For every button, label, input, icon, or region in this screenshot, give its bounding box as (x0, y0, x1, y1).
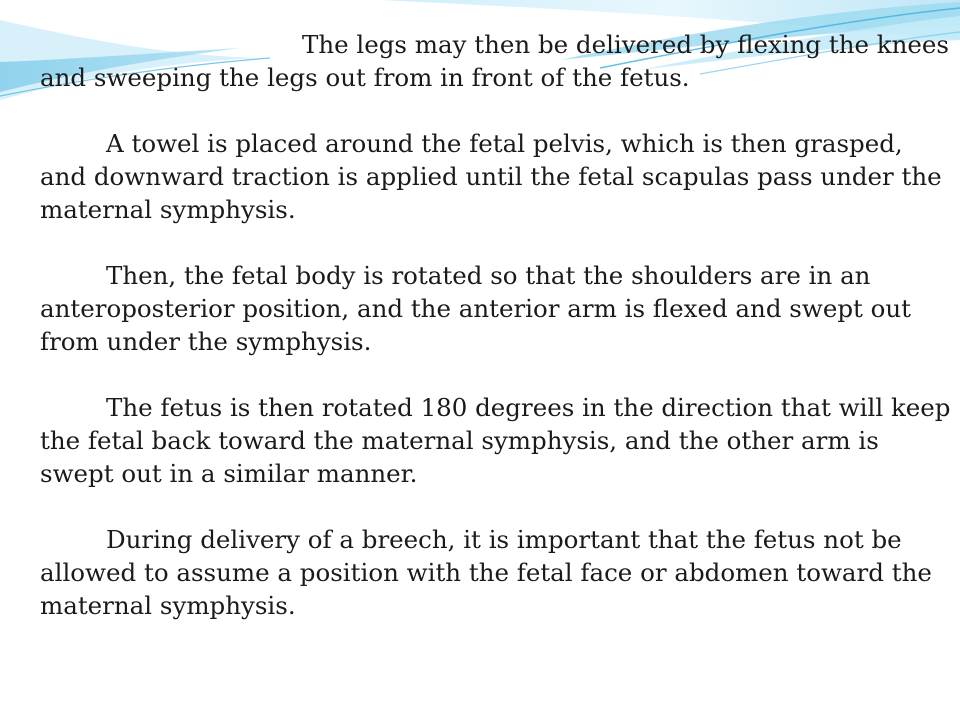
paragraph-legs-delivery: The legs may then be delivered by flexing the knees and sweeping the legs out from in front of the fetus. (40, 30, 949, 92)
paragraph-towel-traction: A towel is placed around the fetal pelvis, which is then grasped, and downward traction is applied until the fetal scapulas pass under the maternal symphysis. (40, 129, 942, 224)
slide-body (40, 28, 952, 655)
paragraph-breech-caution: During delivery of a breech, it is important that the fetus not be allowed to assume a position with the fetal face or abdomen toward the maternal symphysis. (40, 525, 932, 620)
paragraph-body-rotation: Then, the fetal body is rotated so that the shoulders are in an anteroposterior position, and the anterior arm is flexed and swept out from under the symphysis. (40, 261, 912, 356)
paragraph-180-rotation: The fetus is then rotated 180 degrees in the direction that will keep the fetal back toward the maternal symphysis, and the other arm is swept out in a similar manner. (40, 393, 951, 488)
